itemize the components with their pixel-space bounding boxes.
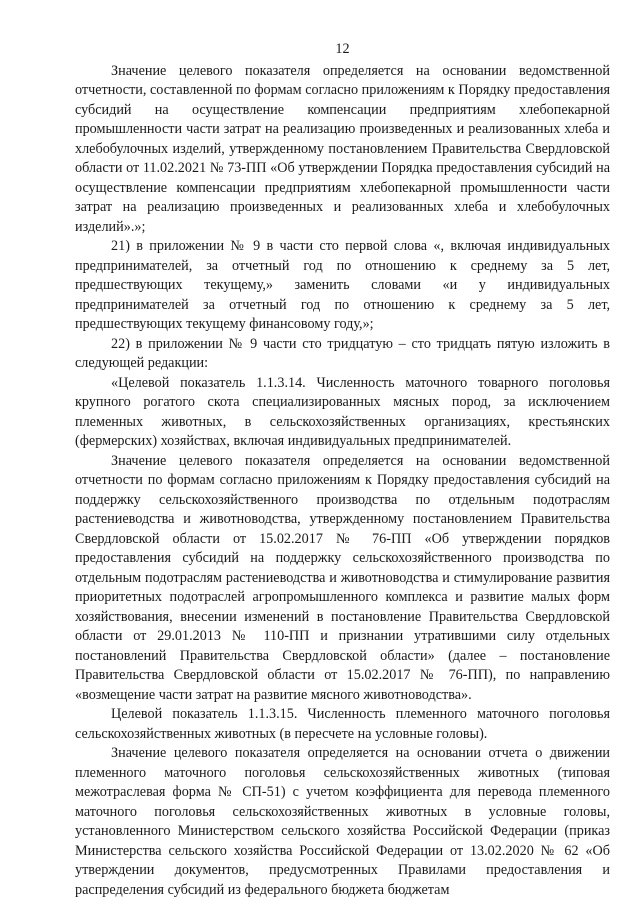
- document-page: [75, 40, 610, 900]
- paragraph-6: Целевой показатель 1.1.3.15. Численность племенного маточного поголовья сельскохозяйственных животных (в пересчете на условные головы).: [75, 706, 610, 742]
- paragraph-2: 21) в приложении № 9 в части сто первой слова «, включая индивидуальных предпринимателей, за отчетный год по отношению к среднему за 5 лет, предшествующих текущему,» заменить словами «и у индивидуальных предпринимателей за отчетный год по отношению к среднему за 5 лет, предшествующих текущему финансовому году,»;: [75, 238, 610, 332]
- page-number: 12: [335, 41, 350, 57]
- paragraph-4: «Целевой показатель 1.1.3.14. Численность маточного товарного поголовья крупного рогатого скота специализированных мясных пород, за исключением племенных животных, в сельскохозяйственных организациях, крестьянских (фермерских) хозяйствах, включая индивидуальных предпринимателей.: [75, 374, 610, 449]
- paragraph-5: Значение целевого показателя определяется на основании ведомственной отчетности по формам согласно приложениям к Порядку предоставления субсидий на поддержку сельскохозяйственного производства по отдельным подотраслям растениеводства и животноводства, утвержденному постановлением Правительства Свердловской области от 15.02.2017 № 76-ПП «Об утверждении порядков предоставления субсидий на поддержку сельскохозяйственного производства по отдельным подотраслям растениеводства и животноводства и стимулирование развития приоритетных подотраслей агропромышленного комплекса и развитие малых форм хозяйствования, внесении изменений в постановление Правительства Свердловской области от 29.01.2013 № 110-ПП и признании утратившими силу отдельных постановлений Правительства Свердловской области» (далее – постановление Правительства Свердловской области от 15.02.2017 № 76-ПП), по направлению «возмещение части затрат на развитие мясного животноводства».: [75, 452, 610, 703]
- paragraph-7: Значение целевого показателя определяется на основании отчета о движении племенного маточного поголовья сельскохозяйственных животных (типовая межотраслевая форма № СП-51) с учетом коэффициента для перевода племенного маточного поголовья сельскохозяйственных животных в условные головы, установленного Министерством сельского хозяйства Российской Федерации (приказ Министерства сельского хозяйства Российской Федерации от 13.02.2020 № 62 «Об утверждении документов, предусмотренных Правилами предоставления и распределения субсидий из федерального бюджета бюджетам: [75, 745, 610, 898]
- paragraph-1: Значение целевого показателя определяется на основании ведомственной отчетности, составленной по формам согласно приложениям к Порядку предоставления субсидий на осуществление компенсации предприятиям хлебопекарной промышленности части затрат на реализацию произведенных и реализованных хлеба и хлебобулочных изделий, утвержденному постановлением Правительства Свердловской области от 11.02.2021 № 73-ПП «Об утверждении Порядка предоставления субсидий на осуществление компенсации предприятиям хлебопекарной промышленности части затрат на реализацию произведенных и реализованных хлеба и хлебобулочных изделий».»;: [75, 62, 610, 235]
- paragraph-3: 22) в приложении № 9 части сто тридцатую – сто тридцать пятую изложить в следующей редакции:: [75, 335, 610, 371]
